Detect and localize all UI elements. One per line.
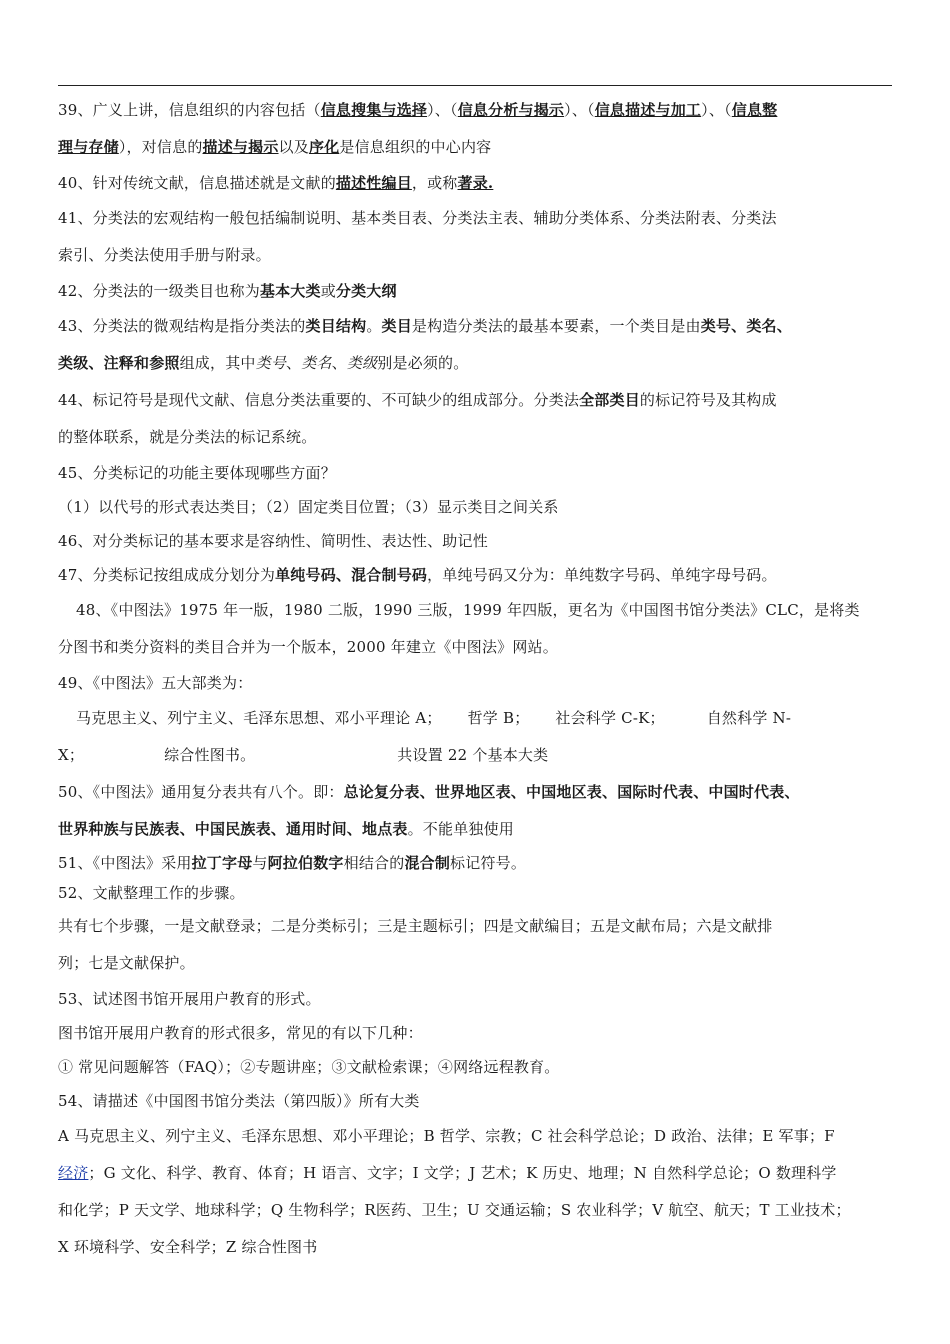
q53-line1: 53、试述图书馆开展用户教育的形式。 [58, 990, 321, 1008]
q42-line [58, 274, 898, 308]
term: 信息搜集与选择 [320, 101, 428, 119]
text: 、 [331, 354, 347, 372]
term: 序化 [308, 138, 340, 156]
q51-line [58, 848, 898, 878]
text: ，单纯号码又分为：单纯数字号码、单纯字母号码。 [427, 566, 777, 584]
term: 世界种族与民族表、中国民族表、通用时间、地点表 [58, 820, 408, 838]
q53-line3: ① 常见问题解答（FAQ）；②专题讲座；③文献检索课；④网络远程教育。 [58, 1058, 560, 1076]
text: 综合性图书。 [164, 746, 256, 764]
text: ）、（ [701, 101, 732, 119]
q44-line1 [58, 382, 898, 419]
text: ），对信息的 [118, 138, 203, 156]
header-rule [58, 85, 892, 86]
q39-line1 [58, 92, 898, 129]
term: 基本大类 [259, 282, 321, 300]
term: 类目结构 [305, 317, 367, 335]
text: 以及 [278, 138, 309, 156]
text: ）、（ [427, 101, 458, 119]
text: 别是必须的。 [377, 354, 469, 372]
term: 总论复分表、世界地区表、中国地区表、国际时代表、中国时代表、 [343, 783, 800, 801]
italic-term: 类名 [301, 354, 332, 372]
term: 全部类目 [579, 391, 640, 409]
text: 或 [320, 282, 336, 300]
term: 描述性编目 [335, 174, 412, 192]
text: ；G 文化、科学、教育、体育；H 语言、文字；I 文学；J 艺术；K 历史、地理；N 自然科学总论；O 数理科学 [88, 1164, 837, 1182]
q50-line2 [58, 811, 898, 848]
text: 哲学 B； [467, 709, 530, 727]
term: 类号、类名、 [700, 317, 792, 335]
q43-line1 [58, 308, 898, 345]
term: 信息分析与揭示 [457, 101, 565, 119]
term: 拉丁字母 [191, 854, 253, 872]
text: 马克思主义、列宁主义、毛泽东思想、邓小平理论 A； [76, 709, 442, 727]
q52-line2: 共有七个步骤，一是文献登录；二是分类标引；三是主题标引；四是文献编目；五是文献布局；六是文献排 [58, 917, 773, 935]
text: 共设置 22 个基本大类 [397, 746, 549, 764]
italic-term: 类级 [346, 354, 378, 372]
q40-line [58, 166, 898, 200]
q49-line3 [58, 737, 898, 774]
text: 相结合的 [343, 854, 405, 872]
text: 的标记符号及其构成 [639, 391, 777, 409]
document-body [58, 92, 898, 1266]
q48-line2: 分图书和类分资料的类目合并为一个版本，2000 年建立《中图法》网站。 [58, 638, 558, 656]
text: 50、《中图法》通用复分表共有八个。即： [58, 783, 344, 801]
text: 是构造分类法的最基本要素，一个类目是由 [411, 317, 701, 335]
q54-line1: 54、请描述《中国图书馆分类法（第四版）》所有大类 [58, 1092, 420, 1110]
term: 分类大纲 [335, 282, 397, 300]
q54-line4: 和化学；P 天文学、地球科学；Q 生物科学；R医药、卫生；U 交通运输；S 农业科学；V 航空、航天；T 工业技术； [58, 1201, 851, 1219]
term: 阿拉伯数字 [267, 854, 344, 872]
q54-line2: A 马克思主义、列宁主义、毛泽东思想、邓小平理论；B 哲学、宗教；C 社会科学总论；D 政治、法律；E 军事；F [58, 1127, 835, 1145]
term: 混合制 [404, 854, 451, 872]
q53-line2: 图书馆开展用户教育的形式很多，常见的有以下几种： [58, 1024, 423, 1042]
term: 信息整 [731, 101, 778, 119]
text: 。不能单独使用 [407, 820, 515, 838]
italic-term: 类号 [255, 354, 287, 372]
q49-line1: 49、《中图法》五大部类为： [58, 674, 253, 692]
q39-line2 [58, 129, 898, 166]
q44-line2: 的整体联系，就是分类法的标记系统。 [58, 428, 317, 446]
q48-line1: 48、《中图法》1975 年一版，1980 二版，1990 三版，1999 年四版，更名为《中国图书馆分类法》CLC，是将类 [76, 601, 860, 619]
text: 。 [366, 317, 382, 335]
q54-line3 [58, 1155, 898, 1192]
text: 43、分类法的微观结构是指分类法的 [58, 317, 306, 335]
text: 社会科学 C-K； [555, 709, 665, 727]
text: ，或称 [411, 174, 458, 192]
text: 47、分类标记按组成成分划分为 [58, 566, 276, 584]
text: 40、针对传统文献，信息描述就是文献的 [58, 174, 336, 192]
q46-line: 46、对分类标记的基本要求是容纳性、简明性、表达性、助记性 [58, 532, 488, 550]
q50-line1 [58, 774, 898, 811]
q45-line1: 45、分类标记的功能主要体现哪些方面？ [58, 464, 336, 482]
q41-line1: 41、分类法的宏观结构一般包括编制说明、基本类目表、分类法主表、辅助分类体系、分类法附表、分类法 [58, 209, 777, 227]
term: 单纯号码、混合制号码 [275, 566, 428, 584]
text: 标记符号。 [450, 854, 527, 872]
term: 信息描述与加工 [594, 101, 702, 119]
q45-line2: （1）以代号的形式表达类目；（2）固定类目位置；（3）显示类目之间关系 [58, 498, 559, 516]
text: 自然科学 N- [706, 709, 792, 727]
text: X； [58, 746, 85, 764]
q52-line3: 列；七是文献保护。 [58, 954, 195, 972]
text: 51、《中图法》采用 [58, 854, 192, 872]
q41-line2: 索引、分类法使用手册与附录。 [58, 246, 271, 264]
q47-line [58, 558, 898, 592]
text: 39、广义上讲，信息组织的内容包括（ [58, 101, 321, 119]
term: 类级、注释和参照 [58, 354, 180, 372]
text: 44、标记符号是现代文献、信息分类法重要的、不可缺少的组成部分。分类法 [58, 391, 580, 409]
q52-line1: 52、文献整理工作的步骤。 [58, 884, 245, 902]
term: 著录. [457, 174, 494, 192]
term: 理与存储 [58, 138, 119, 156]
economics-link[interactable]: 经济 [58, 1164, 89, 1182]
text: 与 [252, 854, 268, 872]
term: 类目 [381, 317, 412, 335]
text: 、 [286, 354, 302, 372]
term: 描述与揭示 [202, 138, 279, 156]
q54-line5: X 环境科学、安全科学；Z 综合性图书 [58, 1238, 318, 1256]
q43-line2 [58, 345, 898, 382]
text: 42、分类法的一级类目也称为 [58, 282, 260, 300]
text: 组成，其中 [179, 354, 256, 372]
text: ）、（ [564, 101, 595, 119]
text: 是信息组织的中心内容 [339, 138, 492, 156]
q49-line2 [58, 700, 898, 737]
